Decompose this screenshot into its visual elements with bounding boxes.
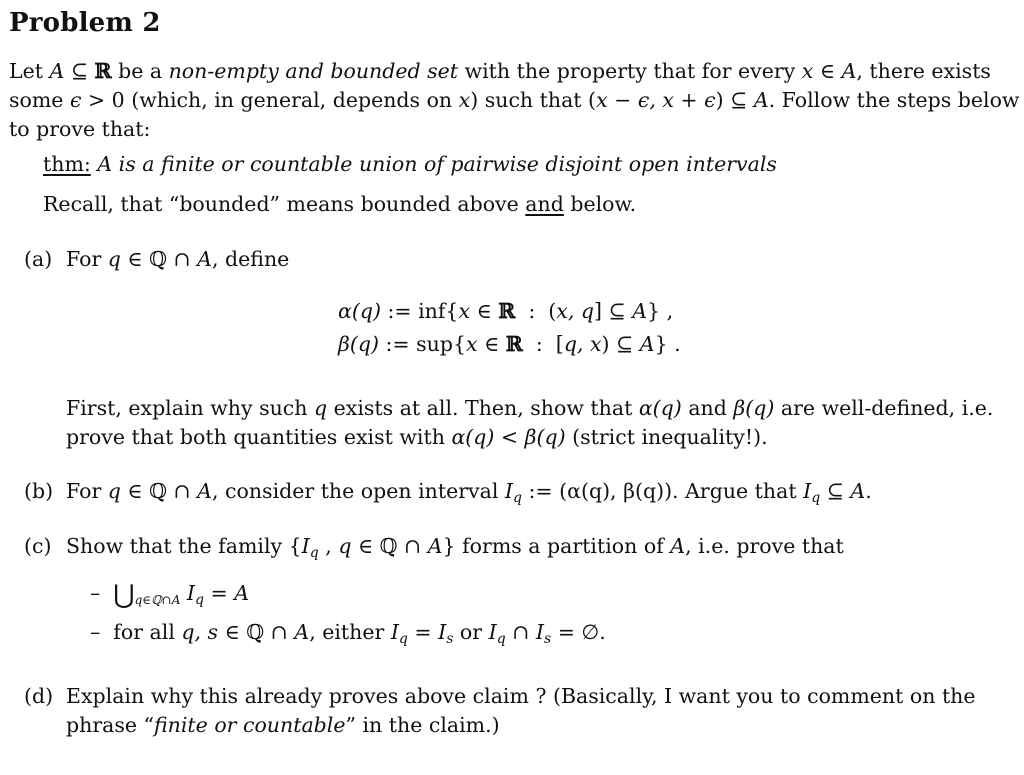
text: ∈ ℚ ∩ xyxy=(351,534,428,558)
text: , xyxy=(318,534,339,558)
math-alpha: α(q) xyxy=(638,396,682,420)
math-alpha: α(q) xyxy=(338,299,381,323)
subscript-q: q xyxy=(309,545,319,561)
problem-title: Problem 2 xyxy=(9,8,161,38)
subscript-s: s xyxy=(446,631,454,647)
big-union-symbol: ⋃ xyxy=(113,580,135,610)
intro-line-1 xyxy=(9,57,991,86)
text: : ( xyxy=(515,299,557,323)
text: and xyxy=(681,396,734,420)
part-a-lead xyxy=(66,245,289,274)
math-beta: β(q) xyxy=(338,332,379,356)
text: some xyxy=(9,88,70,112)
text: Let xyxy=(9,59,50,83)
text: = ∅. xyxy=(551,620,606,644)
math-I: I xyxy=(390,620,399,644)
math-x: x xyxy=(466,332,478,356)
text: below. xyxy=(563,192,637,216)
text: For xyxy=(66,479,108,503)
text: , consider the open interval xyxy=(211,479,505,503)
text: , i.e. prove that xyxy=(685,534,844,558)
math-A: A xyxy=(753,88,769,112)
subscript-q: q xyxy=(398,631,408,647)
text: ∈ ℚ ∩ xyxy=(218,620,295,644)
math-q: q xyxy=(338,534,352,558)
part-c-bullet-2 xyxy=(90,618,606,654)
text: Recall, that “bounded” means bounded above xyxy=(43,192,526,216)
theorem-statement xyxy=(43,150,777,179)
text: (strict inequality!). xyxy=(565,425,768,449)
text: ” in the claim.) xyxy=(345,713,500,737)
math-A: A xyxy=(234,581,250,605)
theorem-label: thm: xyxy=(43,152,91,176)
math-q: q xyxy=(107,247,121,271)
text: be a xyxy=(111,59,169,83)
part-c-text xyxy=(66,532,844,568)
text: prove that both quantities exist with xyxy=(66,425,452,449)
text: ∈ xyxy=(470,299,499,323)
theorem-body: A is a finite or countable union of pairwise disjoint open intervals xyxy=(90,152,777,176)
text: . Follow the steps below xyxy=(768,88,1020,112)
math-A: A xyxy=(427,534,443,558)
math-q: q xyxy=(314,396,328,420)
text: ∈ ℚ ∩ xyxy=(120,479,198,503)
text: ∩ xyxy=(505,620,536,644)
part-d-label: (d) xyxy=(24,684,54,708)
part-d-line-1: Explain why this already proves above claim ? (Basically, I want you to comment on the xyxy=(66,684,976,708)
emphasis-finite-countable: finite or countable xyxy=(154,713,346,737)
subscript-q: q xyxy=(811,490,821,506)
text: First, explain why such xyxy=(66,396,315,420)
text: > 0 (which, in general, depends on xyxy=(81,88,459,112)
math-inequality: α(q) < β(q) xyxy=(451,425,566,449)
math-epsilon: ϵ xyxy=(69,88,82,112)
text: := (α(q), β(q)). Argue that xyxy=(521,479,804,503)
underlined-and: and xyxy=(525,192,564,216)
text: , either xyxy=(309,620,391,644)
math-I: I xyxy=(535,620,544,644)
subscript-q: q xyxy=(195,592,204,608)
text: , define xyxy=(211,247,290,271)
math-A: A xyxy=(197,247,212,271)
math-A: A xyxy=(294,620,310,644)
math-x: x xyxy=(801,59,814,83)
text: For xyxy=(66,247,108,271)
text: with the property that for every xyxy=(458,59,802,83)
math-A: A xyxy=(850,479,866,503)
text: . xyxy=(865,479,872,503)
math-R: ℝ xyxy=(94,59,112,83)
part-a-text-line-2 xyxy=(66,423,768,452)
math-I: I xyxy=(438,620,447,644)
text: for all xyxy=(113,620,182,644)
text: phrase “ xyxy=(66,713,154,737)
math-x: x xyxy=(458,299,471,323)
part-d-line-2 xyxy=(66,711,500,740)
part-a-text-line-1 xyxy=(66,394,993,423)
math-x: x xyxy=(458,88,471,112)
math-A: A xyxy=(197,479,212,503)
text: = xyxy=(407,620,439,644)
text: , there exists xyxy=(856,59,991,83)
emphasis-nonempty: non-empty and bounded set xyxy=(168,59,459,83)
intro-line-3: to prove that: xyxy=(9,117,151,141)
part-b-text xyxy=(66,477,872,513)
math-A: A xyxy=(632,299,648,323)
text: ∈ ℚ ∩ xyxy=(120,247,198,271)
math-I: I xyxy=(504,479,514,503)
intro-line-2 xyxy=(9,86,1019,115)
alpha-definition xyxy=(338,297,673,326)
text: := sup{ xyxy=(378,332,466,356)
subscript-s: s xyxy=(544,631,552,647)
bullet-dash: – xyxy=(90,581,101,605)
subscript-q: q xyxy=(496,631,506,647)
text: := inf{ xyxy=(380,299,459,323)
text: } , xyxy=(647,299,674,323)
math-I: I xyxy=(488,620,497,644)
union-subscript: q∈ℚ∩A xyxy=(134,593,181,607)
beta-definition xyxy=(338,330,681,359)
math-beta: β(q) xyxy=(733,396,775,420)
text: Show that the family { xyxy=(66,534,302,558)
text: ) such that ( xyxy=(470,88,597,112)
math-A: A xyxy=(670,534,686,558)
text: exists at all. Then, show that xyxy=(327,396,639,420)
math-A: A xyxy=(639,332,655,356)
math-R: ℝ xyxy=(498,299,516,323)
math-I: I xyxy=(301,534,310,558)
math-A: A xyxy=(49,59,65,83)
part-c-bullet-1 xyxy=(90,579,249,615)
math-A: A xyxy=(841,59,857,83)
text: } forms a partition of xyxy=(442,534,671,558)
text: ∈ xyxy=(477,332,506,356)
part-b-label: (b) xyxy=(24,479,54,503)
text: ⊆ xyxy=(64,59,95,83)
part-a-label: (a) xyxy=(24,247,53,271)
math-interval: x, q xyxy=(556,299,595,323)
text: or xyxy=(453,620,489,644)
text: are well-defined, i.e. xyxy=(774,396,994,420)
text: ] ⊆ xyxy=(594,299,633,323)
math-interval: x − ϵ, x + ϵ xyxy=(596,88,716,112)
part-c-label: (c) xyxy=(24,534,52,558)
text: ∈ xyxy=(813,59,842,83)
math-q-s: q, s xyxy=(181,620,219,644)
text: ) ⊆ xyxy=(715,88,754,112)
text: : [ xyxy=(522,332,564,356)
math-interval: q, x xyxy=(563,332,602,356)
text: = xyxy=(203,581,235,605)
text: ⊆ xyxy=(820,479,851,503)
recall-note xyxy=(43,190,636,219)
math-I: I xyxy=(803,479,812,503)
text: } . xyxy=(654,332,681,356)
math-q: q xyxy=(107,479,121,503)
math-R: ℝ xyxy=(505,332,523,356)
bullet-dash: – xyxy=(90,620,101,644)
text: ) ⊆ xyxy=(601,332,640,356)
math-I: I xyxy=(186,581,196,605)
subscript-q: q xyxy=(513,490,522,506)
